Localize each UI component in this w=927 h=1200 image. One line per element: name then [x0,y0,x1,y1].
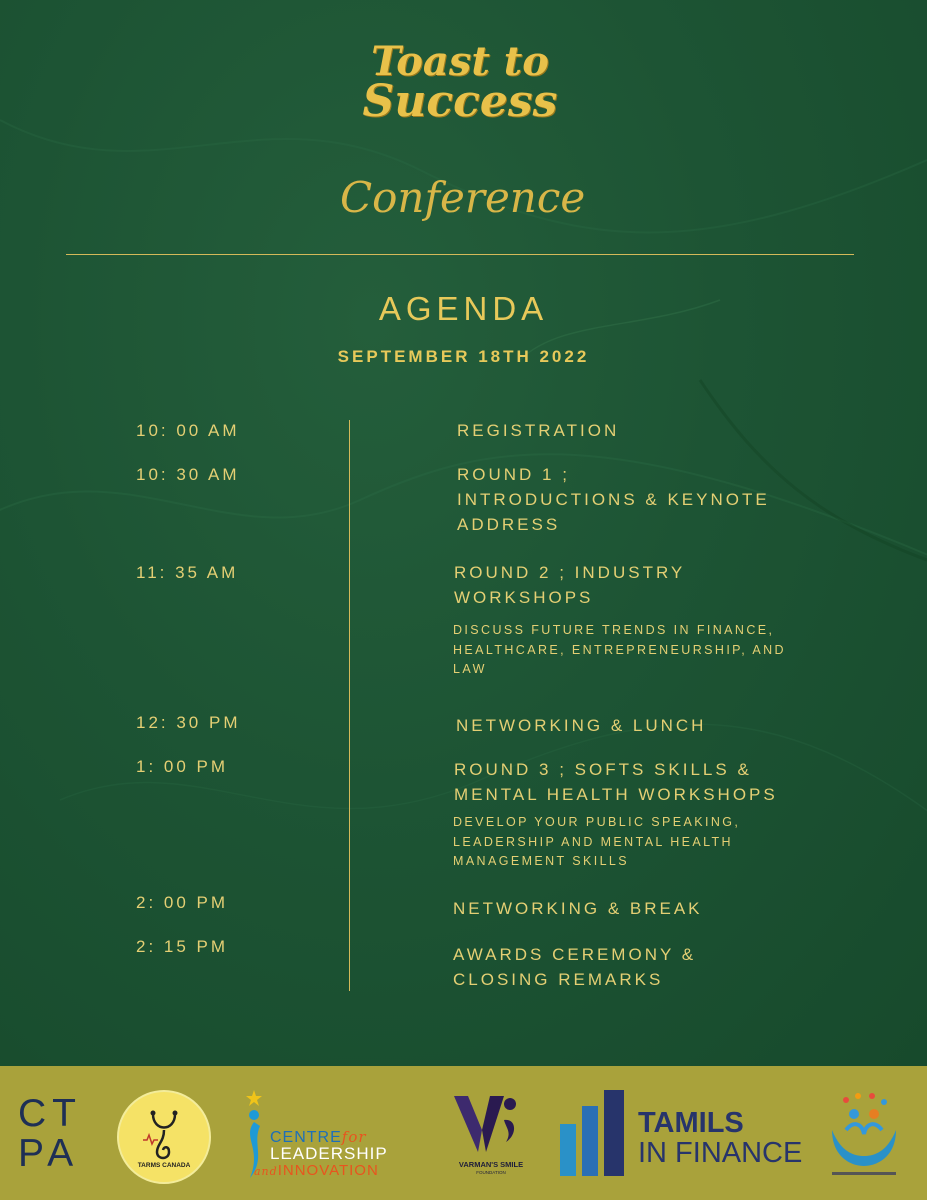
event-line: ADDRESS [457,515,561,534]
event-line: INTRODUCTIONS & KEYNOTE [457,490,770,509]
event-title-line2: Success [362,76,558,127]
description-line: DEVELOP YOUR PUBLIC SPEAKING, [453,815,741,829]
event-line: ROUND 3 ; SOFTS SKILLS & [454,760,752,779]
varman-name: VARMAN'S SMILE [458,1160,524,1169]
event-line: NETWORKING & BREAK [453,899,703,918]
schedule-time: 1: 00 PM [136,757,229,776]
schedule-event [457,418,619,443]
header-divider [66,254,854,255]
tif-line2: IN FINANCE [638,1137,803,1169]
event-line: AWARDS CEREMONY & [453,945,697,964]
varman-mark-icon [446,1090,536,1160]
event-line: CLOSING REMARKS [453,970,664,989]
description-line: MANAGEMENT SKILLS [453,854,630,868]
cli-logo [232,1088,432,1183]
schedule-event [453,942,696,992]
event-subtitle: Conference [340,173,586,222]
bar-chart-icon [558,1086,630,1181]
description-line: LAW [453,662,487,676]
cli-line1: CENTRE [270,1129,342,1146]
event-line: REGISTRATION [457,421,620,440]
schedule-time: 2: 15 PM [136,937,229,956]
tif-line1: TAMILS [638,1107,744,1139]
schedule-event [457,462,770,537]
description-line: LEADERSHIP AND MENTAL HEALTH [453,834,733,849]
schedule-time: 10: 00 AM [136,421,240,440]
schedule-time: 11: 35 AM [136,563,239,582]
event-title-line1: Toast to [371,38,549,85]
event-line: ROUND 2 ; INDUSTRY [454,563,686,582]
varman-sub: FOUNDATION [476,1170,506,1175]
tamils-in-finance-logo [558,1086,818,1181]
event-line: MENTAL HEALTH WORKSHOPS [454,785,778,804]
ctpa-top: CT [18,1092,82,1135]
schedule-event [453,896,703,921]
event-line: ROUND 1 ; [457,465,570,484]
schedule-divider [349,420,350,991]
people-hands-icon [826,1090,902,1180]
tarms-logo [117,1090,211,1184]
event-description [453,621,786,680]
schedule-time: 12: 30 PM [136,713,241,732]
cli-for: for [341,1128,367,1146]
ctpa-logo [18,1094,98,1174]
sponsor-footer [0,1066,927,1200]
cli-line3: INNOVATION [277,1162,379,1179]
varman-logo [446,1090,536,1190]
description-line: HEALTHCARE, ENTREPRENEURSHIP, AND [453,642,786,657]
event-title [340,38,580,127]
description-line: DISCUSS FUTURE TRENDS IN FINANCE, [453,623,775,637]
cli-line2: LEADERSHIP [270,1144,388,1163]
event-line: NETWORKING & LUNCH [456,716,707,735]
ctpa-bottom: PA [18,1132,80,1175]
schedule-event [456,713,706,738]
schedule-time: 10: 30 AM [136,465,240,484]
schedule-time: 2: 00 PM [136,893,229,912]
tarms-label: TARMS CANADA [137,1162,191,1169]
schedule-event [454,560,685,610]
schedule-event [454,757,778,807]
event-line: WORKSHOPS [454,588,594,607]
event-date: SEPTEMBER 18TH 2022 [337,347,590,366]
agenda-heading: AGENDA [378,290,549,327]
event-description [453,813,740,872]
cli-and: and [254,1165,278,1178]
community-logo [826,1090,902,1180]
